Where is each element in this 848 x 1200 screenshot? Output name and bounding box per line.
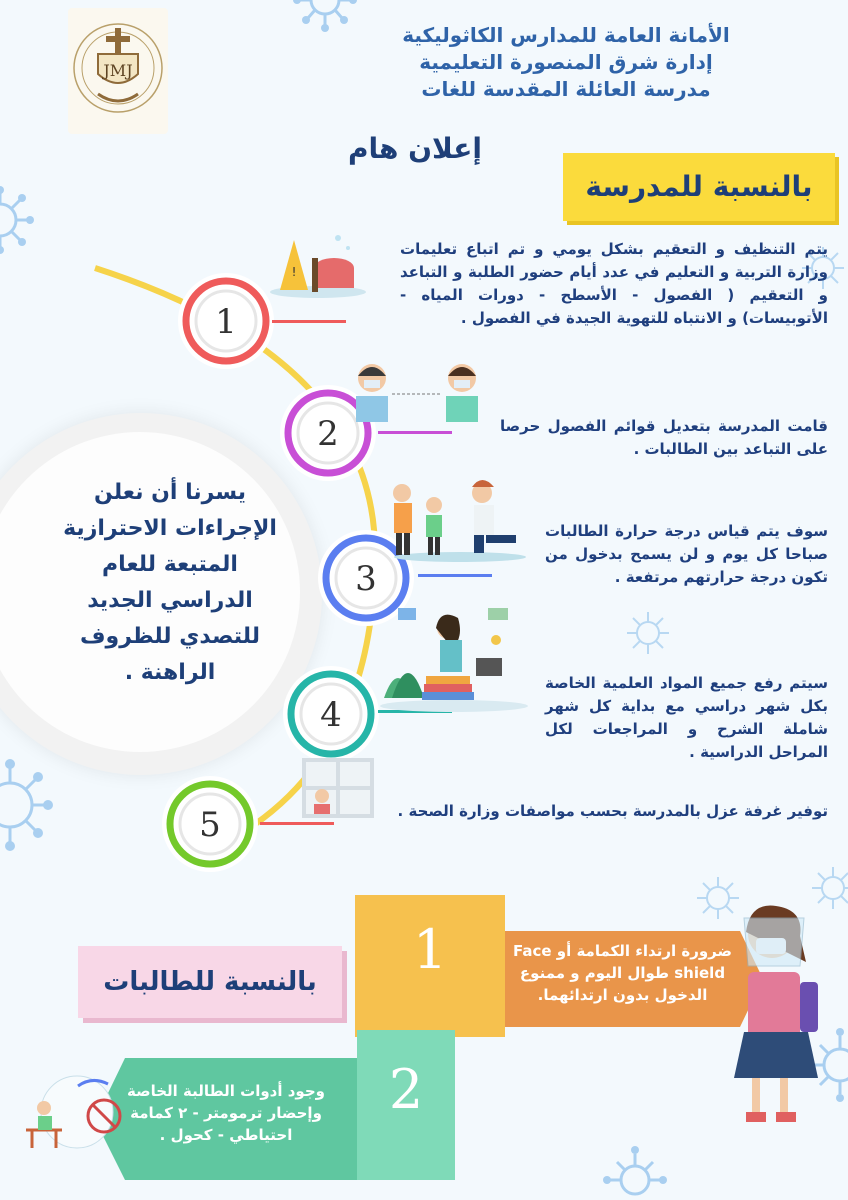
students-section-heading-box (78, 946, 342, 1018)
step-line-3 (418, 574, 492, 577)
header-line-2: إدارة شرق المنصورة التعليمية (419, 50, 713, 74)
step-line-2 (378, 431, 452, 434)
school-item-text-2: قامت المدرسة بتعديل قوائم الفصول حرصا على التباعد بين الطالبات . (500, 417, 828, 458)
step-circle-5 (162, 776, 258, 872)
step-number-3: 3 (355, 559, 377, 599)
school-section-heading: بالنسبة للمدرسة (585, 170, 813, 203)
step-number-5: 5 (199, 805, 221, 845)
step-line-5 (260, 822, 334, 825)
student-item-text-1: ضرورة ارتداء الكمامة أو Face shield طوال اليوم و ممنوع الدخول بدون ارتدائهما. (512, 942, 732, 1004)
school-item-text-3: سوف يتم قياس درجة حرارة الطالبات صباحا كل يوم و لن يسمح بدخول من تكون درجة حرارتهم مرتفعة . (545, 522, 828, 586)
school-item-text-5: توفير غرفة عزل بالمدرسة بحسب مواصفات وزارة الصحة . (397, 802, 828, 820)
school-item-text-1: يتم التنظيف و التعقيم بشكل يومي و تم اتباع تعليمات وزارة التربية و التعليم في عدد أيام حضور الطلبة و التباعد و التعقيم ( الفصول - الأسطح - دورات المياه - الأتوبيسات) و الانتباه للتهوية الجيدة في الفصول . (400, 240, 828, 327)
svg-text:JMJ: JMJ (103, 61, 133, 80)
step-number-2: 2 (317, 414, 339, 454)
school-item-text-4: سيتم رفع جميع المواد العلمية الخاصة بكل شهر دراسي مع بداية كل شهر شاملة الشرح و المراجعات لكل المراحل الدراسية . (545, 674, 828, 761)
step-number-1: 1 (215, 302, 237, 342)
isolation-room-illustration (302, 758, 374, 818)
step-line-1 (272, 320, 346, 323)
social-distancing-illustration (350, 358, 485, 422)
cleaning-illustration (268, 218, 368, 300)
student-item-text-2: وجود أدوات الطالبة الخاصة وإحضار ترمومتر - ٢ كمامة احتياطي - كحول . (127, 1082, 325, 1144)
student-number-2: 2 (388, 1058, 424, 1121)
hygiene-tools-icon (22, 1068, 132, 1150)
online-study-illustration (378, 588, 530, 713)
announcement-title: إعلان هام (347, 132, 483, 165)
header-line-3: مدرسة العائلة المقدسة للغات (421, 77, 711, 101)
intro-text: يسرنا أن نعلن الإجراءات الاحترازية المتبعة للعام الدراسي الجديد للتصدي للظروف الراهنة . (63, 480, 277, 685)
student-number-1: 1 (412, 918, 448, 981)
header-line-1: الأمانة العامة للمدارس الكاثوليكية (402, 23, 730, 47)
step-circle-1 (178, 273, 274, 369)
temperature-check-illustration (390, 473, 530, 563)
svg-text:!: ! (291, 265, 297, 279)
step-number-4: 4 (320, 695, 342, 735)
student-face-shield-illustration (720, 892, 830, 1132)
step-circle-4 (283, 666, 379, 762)
students-section-heading: بالنسبة للطالبات (103, 967, 317, 997)
